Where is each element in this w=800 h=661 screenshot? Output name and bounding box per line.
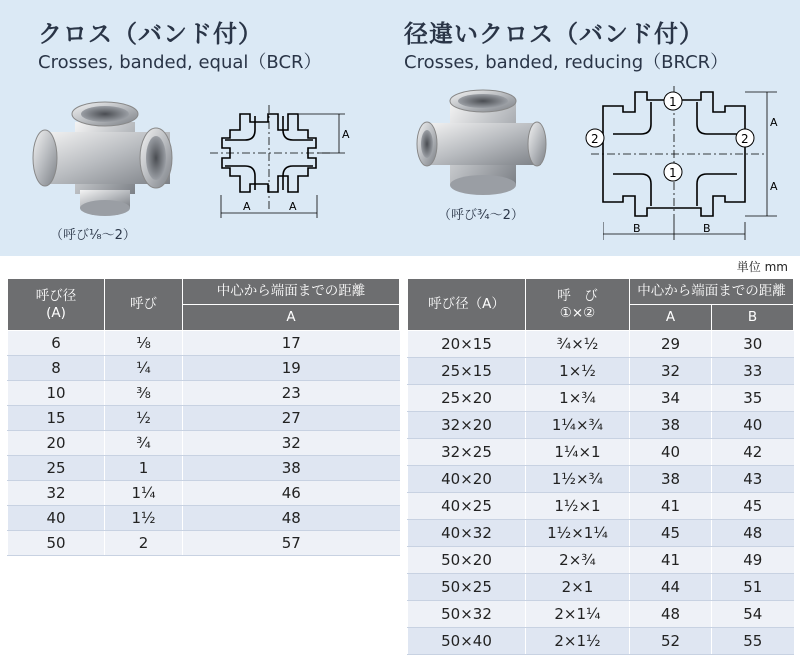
cell-nominal: ¾×½ [526,331,630,358]
cell-b: 40 [712,412,794,439]
cell-nominal: ⅜ [105,381,183,406]
reducing-cross-b-dimensions [603,222,763,252]
cell-nominal: 2×1½ [526,628,630,655]
cell-nominal: 1½ [105,506,183,531]
cross-fitting-photo [30,92,180,222]
cell-size: 50×20 [408,547,526,574]
cell-a: 32 [183,431,400,456]
cell-a: 46 [183,481,400,506]
cell-a: 48 [183,506,400,531]
cell-b: 43 [712,466,794,493]
dim-label-n2-left: 2 [591,132,599,146]
cell-nominal: 2×¾ [526,547,630,574]
cell-nominal: 1 [105,456,183,481]
unit-label: 単位 mm [736,260,788,274]
table-row [408,439,794,466]
dim-label-b-right: B [703,222,711,235]
header-size: 呼び径（A） [408,279,526,331]
header-distance-a: A [630,305,712,331]
table-row [408,493,794,520]
cell-a: 38 [630,466,712,493]
cell-size: 40 [8,506,105,531]
dim-label-a-2: A [289,200,297,213]
reducing-cross-spec-table [407,278,794,655]
dim-label-b-left: B [633,222,641,235]
cell-b: 45 [712,493,794,520]
cell-nominal: 1×¾ [526,385,630,412]
table-row [8,456,400,481]
title-cross-en: Crosses, banded, equal（BCR） [38,52,322,73]
cell-size: 32 [8,481,105,506]
cell-a: 38 [630,412,712,439]
dim-label-a-right: A [342,128,350,141]
table-row [408,601,794,628]
table-row [408,547,794,574]
cell-b: 35 [712,385,794,412]
reducing-cross-dimension-drawing [585,84,785,224]
table-row [8,331,400,356]
cell-nominal: ¼ [105,356,183,381]
cell-nominal: 1½×1 [526,493,630,520]
reducing-cross-size-caption: （呼び³⁄₄～2） [438,208,524,223]
cell-nominal: 1¼×1 [526,439,630,466]
cell-size: 25×15 [408,358,526,385]
cell-size: 50×40 [408,628,526,655]
cell-size: 40×20 [408,466,526,493]
table-row [408,385,794,412]
cell-b: 42 [712,439,794,466]
title-cross-jp: クロス（バンド付） [38,20,263,48]
table-row [8,356,400,381]
cell-nominal: 1×½ [526,358,630,385]
dim-label-n2-right: 2 [741,132,749,146]
dim-label-n1-bottom: 1 [669,166,677,180]
header-distance: 中心から端面までの距離 [630,279,794,305]
cell-a: 45 [630,520,712,547]
product-header-panel [0,0,800,256]
cross-spec-table [7,278,400,556]
table-row [8,481,400,506]
cell-a: 17 [183,331,400,356]
cell-a: 32 [630,358,712,385]
cell-nominal: 1¼ [105,481,183,506]
cell-a: 34 [630,385,712,412]
cell-size: 40×32 [408,520,526,547]
table-row [8,431,400,456]
cell-size: 6 [8,331,105,356]
cell-b: 54 [712,601,794,628]
dim-label-a-bottom: A [770,180,778,193]
cell-a: 48 [630,601,712,628]
cell-a: 27 [183,406,400,431]
cell-size: 50×25 [408,574,526,601]
cell-a: 41 [630,493,712,520]
dim-label-n1-top: 1 [669,95,677,109]
cell-size: 25 [8,456,105,481]
cell-b: 55 [712,628,794,655]
cell-nominal: ¾ [105,431,183,456]
cell-size: 10 [8,381,105,406]
table-row [408,520,794,547]
table-row [408,412,794,439]
header-distance-a: A [183,305,400,331]
title-reducing-cross-jp: 径違いクロス（バンド付） [404,20,704,48]
dim-label-a-top: A [770,116,778,129]
cell-b: 33 [712,358,794,385]
table-row [408,358,794,385]
header-nominal: 呼 び ①×② [526,279,630,331]
cell-size: 32×25 [408,439,526,466]
cell-b: 49 [712,547,794,574]
cell-a: 57 [183,531,400,556]
cross-dimension-drawing [205,100,355,220]
cell-a: 52 [630,628,712,655]
reducing-cross-spec-body [408,331,794,655]
cell-size: 40×25 [408,493,526,520]
table-row [408,331,794,358]
cell-size: 8 [8,356,105,381]
table-row [408,628,794,655]
cell-size: 32×20 [408,412,526,439]
cell-nominal: 1¼×¾ [526,412,630,439]
cell-nominal: ½ [105,406,183,431]
cell-a: 19 [183,356,400,381]
cell-nominal: 2×1 [526,574,630,601]
table-row [408,466,794,493]
cell-size: 15 [8,406,105,431]
cross-spec-body [8,331,400,556]
table-row [8,381,400,406]
cell-nominal: 1½×1¼ [526,520,630,547]
cell-a: 44 [630,574,712,601]
cell-size: 25×20 [408,385,526,412]
dim-label-a-1: A [243,200,251,213]
cell-size: 50 [8,531,105,556]
cell-a: 23 [183,381,400,406]
cell-a: 40 [630,439,712,466]
cell-nominal: 2×1¼ [526,601,630,628]
cross-size-caption: （呼び¹⁄₈～2） [50,228,136,243]
cell-nominal: 1½×¾ [526,466,630,493]
cell-b: 30 [712,331,794,358]
header-distance-b: B [712,305,794,331]
header-nominal: 呼び [105,279,183,331]
table-row [408,574,794,601]
header-distance: 中心から端面までの距離 [183,279,400,305]
cell-nominal: 2 [105,531,183,556]
cell-b: 48 [712,520,794,547]
cell-size: 20×15 [408,331,526,358]
cell-a: 41 [630,547,712,574]
header-size: 呼び径 (A) [8,279,105,331]
cell-a: 29 [630,331,712,358]
cell-a: 38 [183,456,400,481]
cell-nominal: ⅛ [105,331,183,356]
cell-b: 51 [712,574,794,601]
table-row [8,531,400,556]
table-row [8,506,400,531]
cell-size: 50×32 [408,601,526,628]
table-row [8,406,400,431]
reducing-cross-photo [415,85,550,205]
title-reducing-cross-en: Crosses, banded, reducing（BRCR） [404,52,729,73]
cell-size: 20 [8,431,105,456]
